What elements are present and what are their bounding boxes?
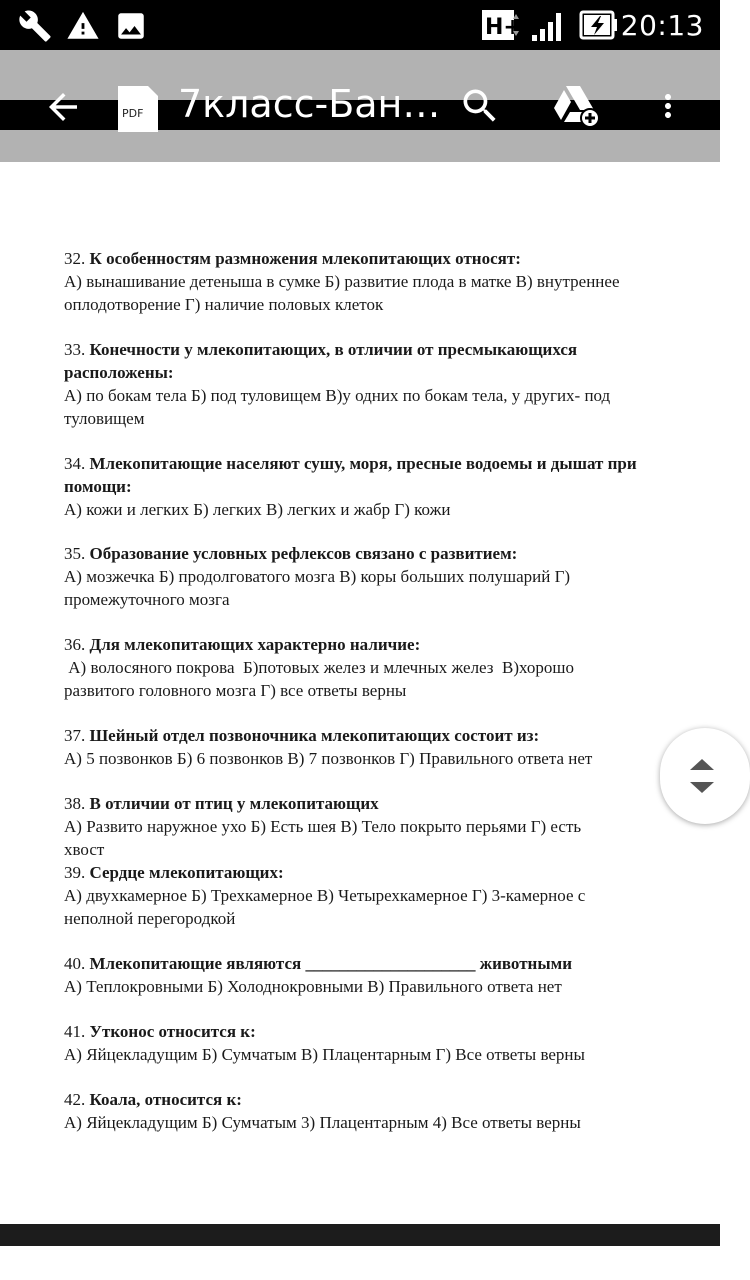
- answer-line: А) Развито наружное ухо Б) Есть шея В) Тело покрыто перьями Г) есть: [64, 817, 582, 836]
- question-prompt: [64, 542, 694, 565]
- answer-line: А) по бокам тела Б) под туловищем В)у одних по бокам тела, у других- под: [64, 386, 611, 405]
- answer-line: неполной перегородкой: [64, 909, 236, 928]
- question-number: 39.: [64, 863, 86, 882]
- status-clock: 20:13: [620, 9, 704, 42]
- question-number: 33.: [64, 340, 86, 359]
- search-icon[interactable]: [458, 84, 502, 133]
- question-prompt: [64, 633, 694, 656]
- question-text: помощи:: [64, 477, 132, 496]
- question-37: [64, 724, 694, 770]
- question-prompt: [64, 338, 694, 361]
- question-number: 34.: [64, 454, 86, 473]
- answer-line: промежуточного мозга: [64, 590, 230, 609]
- question-text: Конечности у млекопитающих, в отличии от пресмыкающихся: [89, 340, 578, 359]
- answer-line: А) вынашивание детеныша в сумке Б) развитие плода в матке В) внутреннее: [64, 272, 620, 291]
- question-text: К особенностям размножения млекопитающих относят:: [89, 249, 521, 268]
- answer-line: А) Теплокровными Б) Холоднокровными В) Правильного ответа нет: [64, 977, 562, 996]
- question-text: Млекопитающие населяют сушу, моря, пресные водоемы и дышат при: [89, 454, 637, 473]
- question-text: Коала, относится к:: [89, 1090, 242, 1109]
- question-prompt: [64, 452, 694, 475]
- question-prompt: [64, 861, 694, 884]
- scroll-up-down-icon: [688, 756, 716, 796]
- answer-line: А) Яйцекладущим Б) Сумчатым 3) Плацентарным 4) Все ответы верны: [64, 1113, 581, 1132]
- answer-line: хвост: [64, 840, 105, 859]
- question-prompt: [64, 1020, 694, 1043]
- document-title: 7класс-Бан…: [178, 82, 441, 126]
- question-prompt: [64, 792, 694, 815]
- network-type-icon: [482, 10, 522, 45]
- question-number: 36.: [64, 635, 86, 654]
- battery-charging-icon: [580, 10, 620, 45]
- answer-line: А) 5 позвонков Б) 6 позвонков В) 7 позвонков Г) Правильного ответа нет: [64, 749, 593, 768]
- question-text: расположены:: [64, 363, 174, 382]
- question-number: 42.: [64, 1090, 86, 1109]
- question-prompt: [64, 724, 694, 747]
- question-prompt: [64, 247, 694, 270]
- question-number: 41.: [64, 1022, 86, 1041]
- question-number: 32.: [64, 249, 86, 268]
- fast-scroll-handle[interactable]: [660, 728, 750, 824]
- image-icon: [114, 9, 148, 48]
- question-35: [64, 542, 694, 611]
- wrench-icon: [18, 9, 52, 48]
- answer-line: туловищем: [64, 409, 145, 428]
- question-text: Утконос относится к:: [85, 1022, 256, 1041]
- signal-icon: [530, 11, 566, 46]
- back-arrow-icon[interactable]: [42, 86, 84, 133]
- more-vert-icon[interactable]: [650, 84, 686, 133]
- answer-line: развитого головного мозга Г) все ответы верны: [64, 681, 407, 700]
- svg-text:H+: H+: [485, 15, 522, 40]
- question-36: [64, 633, 694, 702]
- question-42: [64, 1088, 694, 1134]
- question-39: [64, 861, 694, 930]
- question-40: [64, 952, 694, 998]
- google-drive-add-icon[interactable]: [552, 84, 600, 133]
- question-text: Шейный отдел позвоночника млекопитающих состоит из:: [89, 726, 540, 745]
- answer-line: А) мозжечка Б) продолговатого мозга В) коры больших полушарий Г): [64, 567, 571, 586]
- question-text: В отличии от птиц у млекопитающих: [89, 794, 379, 813]
- answer-line: оплодотворение Г) наличие половых клеток: [64, 295, 384, 314]
- bottom-bar: [0, 1224, 720, 1246]
- question-33: [64, 338, 694, 430]
- question-number: 40.: [64, 954, 86, 973]
- question-41: [64, 1020, 694, 1066]
- question-34: [64, 452, 694, 521]
- question-text: Образование условных рефлексов связано с развитием:: [89, 544, 518, 563]
- answer-line: А) кожи и легких Б) легких В) легких и жабр Г) кожи: [64, 500, 451, 519]
- svg-text:PDF: PDF: [122, 107, 144, 120]
- question-prompt: [64, 1088, 694, 1111]
- answer-line: А) Яйцекладущим Б) Сумчатым В) Плацентарным Г) Все ответы верны: [64, 1045, 585, 1064]
- question-38: [64, 792, 694, 861]
- question-text: Млекопитающие являются ____________________ животными: [85, 954, 572, 973]
- question-prompt: [64, 952, 694, 975]
- status-bar: [0, 0, 720, 50]
- question-text: Для млекопитающих характерно наличие:: [89, 635, 421, 654]
- question-number: 35.: [64, 544, 86, 563]
- warning-icon: [66, 9, 100, 48]
- question-number: 38.: [64, 794, 86, 813]
- pdf-file-icon: [118, 86, 158, 137]
- question-number: 37.: [64, 726, 86, 745]
- question-text: Сердце млекопитающих:: [89, 863, 284, 882]
- question-32: [64, 247, 694, 316]
- answer-line: А) волосяного покрова Б)потовых желез и млечных желез В)хорошо: [64, 658, 574, 677]
- answer-line: А) двухкамерное Б) Трехкамерное В) Четырехкамерное Г) 3-камерное с: [64, 886, 586, 905]
